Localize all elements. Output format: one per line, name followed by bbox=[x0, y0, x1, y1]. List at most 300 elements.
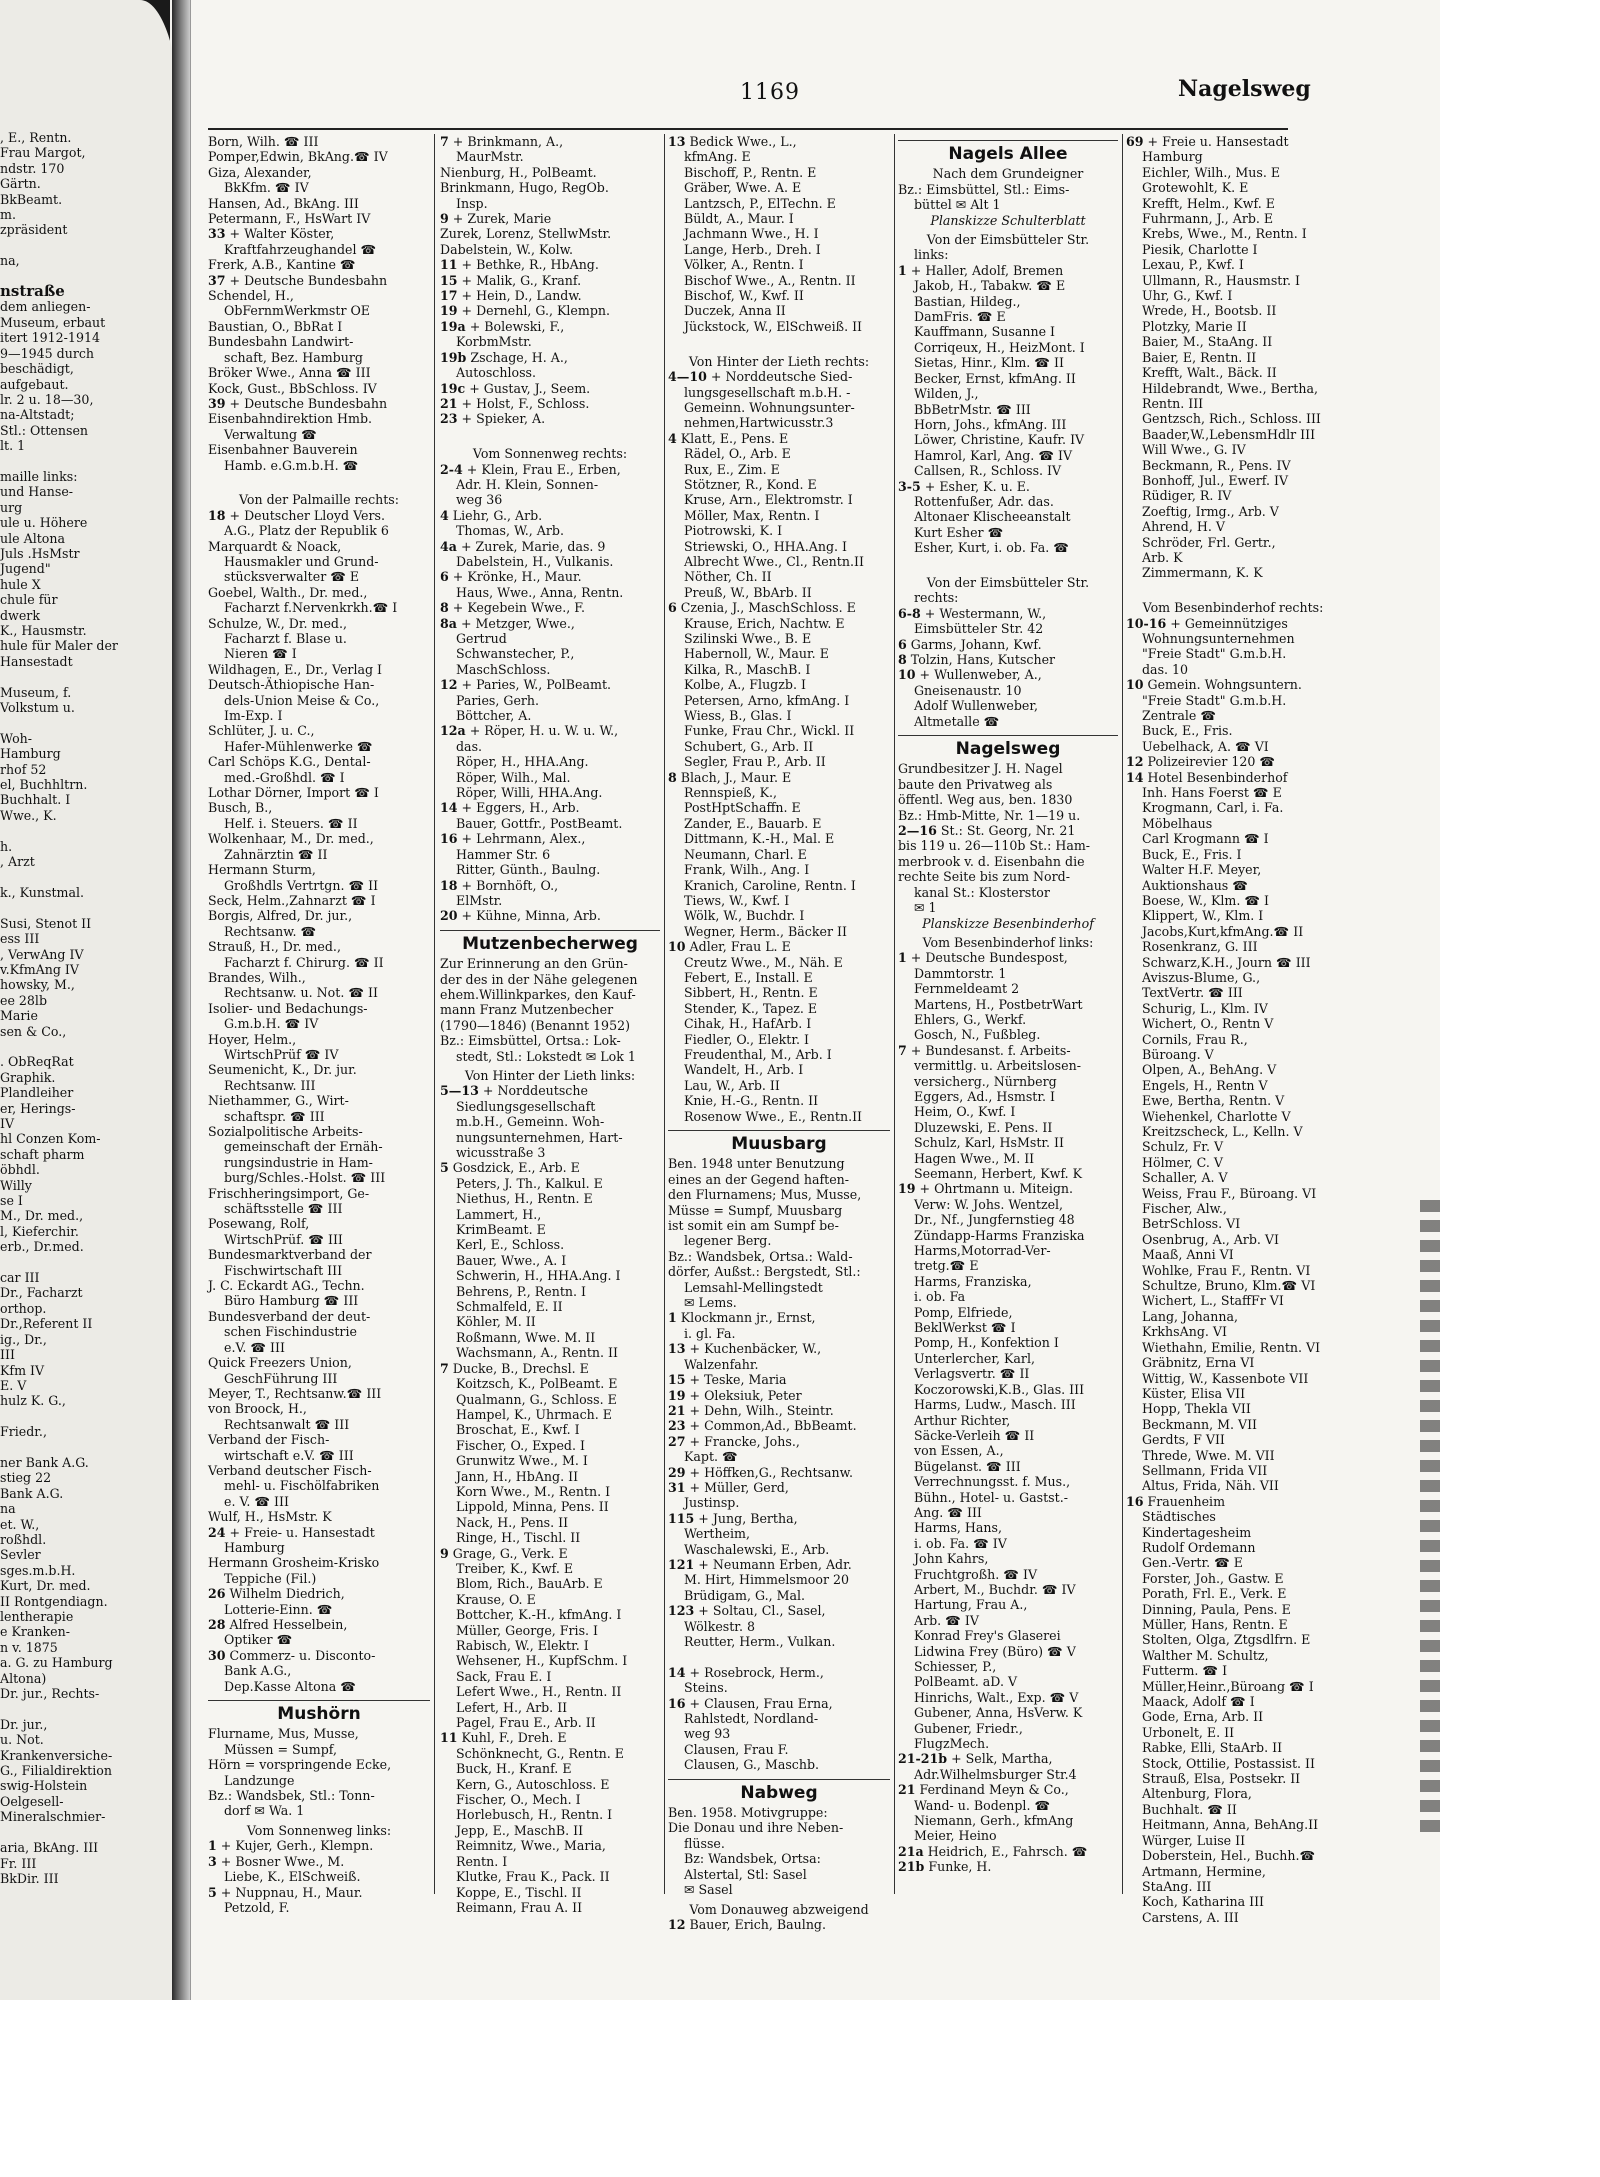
left-page-line: sges.m.b.H. bbox=[0, 1562, 76, 1578]
directory-entry: 11 Kuhl, F., Dreh. E bbox=[440, 1730, 567, 1746]
house-number: 1 bbox=[668, 1310, 677, 1326]
left-page-line: Dr.,Referent II bbox=[0, 1316, 93, 1332]
directory-entry: dörfer, Außst.: Bergstedt, Stl.: bbox=[668, 1264, 861, 1280]
left-page-line: ule Altona bbox=[0, 530, 65, 546]
directory-entry: Gräbnitz, Erna VI bbox=[1142, 1355, 1255, 1371]
map-reference: Planskizze Besenbinderhof bbox=[922, 915, 1094, 931]
left-page-line: orthop. bbox=[0, 1300, 47, 1316]
directory-entry: der des in der Nähe gelegenen bbox=[440, 971, 638, 987]
directory-entry: 16 + Clausen, Frau Erna, bbox=[668, 1695, 833, 1711]
directory-entry: Petermann, F., HsWart IV bbox=[208, 211, 371, 227]
section-subheading: Von Hinter der Lieth links: bbox=[464, 1067, 636, 1083]
directory-entry: Horlebusch, H., Rentn. I bbox=[456, 1807, 613, 1823]
directory-entry: Forster, Joh., Gastw. E bbox=[1142, 1570, 1284, 1586]
house-number: 123 bbox=[668, 1603, 695, 1619]
directory-entry: Röper, Wilh., Mal. bbox=[456, 769, 571, 785]
left-page-line: na bbox=[0, 1501, 16, 1517]
directory-entry: tretg.☎ E bbox=[914, 1258, 979, 1274]
directory-entry: 4—10 + Norddeutsche Sied- bbox=[668, 369, 853, 385]
directory-entry: Grunwitz Wwe., M. I bbox=[456, 1453, 588, 1469]
directory-entry: Wölkestr. 8 bbox=[684, 1618, 755, 1634]
directory-entry: KorbmMstr. bbox=[456, 334, 532, 350]
directory-entry: Müller,Heinr.,Büroang ☎ I bbox=[1142, 1678, 1314, 1694]
directory-entry: 7 + Bundesanst. f. Arbeits- bbox=[898, 1042, 1071, 1058]
directory-entry: FlugzMech. bbox=[914, 1736, 990, 1752]
directory-entry: Zahnärztin ☎ II bbox=[224, 846, 328, 862]
directory-entry: Brinkmann, Hugo, RegOb. bbox=[440, 180, 609, 196]
directory-entry: 18 + Deutscher Lloyd Vers. bbox=[208, 507, 385, 523]
directory-entry: Rennspieß, K., bbox=[684, 785, 777, 801]
directory-entry: Schulz, Fr. V bbox=[1142, 1139, 1224, 1155]
directory-entry: Busch, B., bbox=[208, 800, 273, 816]
directory-entry: Wachsmann, A., Rentn. II bbox=[456, 1345, 618, 1361]
directory-entry: ehem.Willinkparkes, den Kauf- bbox=[440, 986, 636, 1002]
directory-entry: Sibbert, H., Rentn. E bbox=[684, 985, 818, 1001]
directory-entry: 12 + Paries, W., PolBeamt. bbox=[440, 677, 612, 693]
directory-entry: 1 + Haller, Adolf, Bremen bbox=[898, 262, 1064, 278]
directory-entry: vermittlg. u. Arbeitslosen- bbox=[914, 1058, 1081, 1074]
directory-entry: Porath, Frl. E., Verk. E bbox=[1142, 1586, 1287, 1602]
directory-entry: Lidwina Frey (Büro) ☎ V bbox=[914, 1643, 1076, 1659]
house-number: 13 bbox=[668, 134, 686, 149]
directory-entry: Würger, Luise II bbox=[1142, 1832, 1246, 1848]
directory-entry: Walzenfahr. bbox=[684, 1356, 759, 1372]
section-subheading: Vom Besenbinderhof rechts: bbox=[1142, 600, 1324, 616]
directory-entry: (1790—1846) (Benannt 1952) bbox=[440, 1017, 631, 1033]
directory-entry: Lemsahl-Mellingstedt bbox=[684, 1279, 823, 1295]
left-page-line: k., Kunstmal. bbox=[0, 884, 84, 900]
house-number: 4 bbox=[668, 430, 677, 446]
directory-entry: Bottcher, K.-H., kfmAng. I bbox=[456, 1607, 622, 1623]
left-page-line bbox=[0, 1039, 176, 1054]
directory-entry: 8 + Kegebein Wwe., F. bbox=[440, 600, 585, 616]
house-number: 24 bbox=[208, 1524, 226, 1540]
street-note: Nach dem Grundeigner bbox=[932, 166, 1084, 182]
directory-entry: Nieren ☎ I bbox=[224, 646, 297, 662]
directory-entry: M. Hirt, Himmelsmoor 20 bbox=[684, 1572, 849, 1588]
left-page-line: er, Herings- bbox=[0, 1100, 76, 1116]
left-page-line: hule für Maler der bbox=[0, 638, 118, 654]
directory-entry: Jacobs,Kurt,kfmAng.☎ II bbox=[1142, 923, 1304, 939]
directory-entry: Hopp, Thekla VII bbox=[1142, 1401, 1251, 1417]
directory-entry: Schiesser, P., bbox=[914, 1659, 997, 1674]
house-number: 9 bbox=[440, 211, 449, 227]
left-page-line bbox=[0, 823, 176, 838]
left-page-line: Susi, Stenot II bbox=[0, 915, 92, 931]
directory-entry: 6 Garms, Johann, Kwf. bbox=[898, 636, 1042, 652]
directory-entry: Koch, Katharina III bbox=[1142, 1894, 1265, 1910]
directory-entry: 9 + Zurek, Marie bbox=[440, 211, 552, 227]
directory-entry: Buchhalt. ☎ II bbox=[1142, 1801, 1237, 1817]
directory-entry: Fischer, O., Mech. I bbox=[456, 1792, 581, 1808]
directory-entry: Knie, H.-G., Rentn. II bbox=[684, 1093, 819, 1109]
directory-entry: 13 + Kuchenbäcker, W., bbox=[668, 1341, 822, 1357]
left-page-line: M., Dr. med., bbox=[0, 1208, 84, 1224]
directory-entry: Altenburg, Flora, bbox=[1142, 1786, 1252, 1802]
header-rule bbox=[208, 128, 1288, 130]
directory-entry: Rechtsanw. u. Not. ☎ II bbox=[224, 985, 378, 1001]
directory-entry: Großhdls Vertrtgn. ☎ II bbox=[224, 877, 379, 893]
directory-entry: 21-21b + Selk, Martha, bbox=[898, 1751, 1053, 1767]
directory-entry: Piesik, Charlotte I bbox=[1142, 241, 1258, 257]
directory-entry: Schwanstecher, P., bbox=[456, 646, 575, 662]
directory-entry: Bank A.G., bbox=[224, 1663, 292, 1679]
directory-entry: Kauffmann, Susanne I bbox=[914, 324, 1056, 340]
directory-entry: 8a + Metzger, Wwe., bbox=[440, 615, 575, 631]
left-page-line: Altona) bbox=[0, 1670, 47, 1686]
directory-entry: Dammtorstr. 1 bbox=[914, 965, 1007, 981]
directory-entry: Bühn., Hotel- u. Gastst.- bbox=[914, 1489, 1068, 1505]
house-number: 69 bbox=[1126, 134, 1144, 149]
house-number: 6 bbox=[668, 600, 677, 616]
left-page-line: chule für bbox=[0, 592, 58, 608]
directory-entry: 30 Commerz- u. Disconto- bbox=[208, 1647, 376, 1663]
left-page-line bbox=[0, 1409, 176, 1424]
left-page-line: , E., Rentn. bbox=[0, 130, 72, 145]
directory-entry: 19 + Oleksiuk, Peter bbox=[668, 1387, 802, 1403]
directory-entry: Carl Schöps K.G., Dental- bbox=[208, 754, 371, 770]
left-page-line: Buchhalt. I bbox=[0, 792, 71, 808]
directory-entry: Sozialpolitische Arbeits- bbox=[208, 1124, 363, 1139]
column-rule bbox=[434, 134, 435, 1894]
directory-entry: Harms,Motorrad-Ver- bbox=[914, 1243, 1051, 1259]
directory-entry: Facharzt f.Nervenkrkh.☎ I bbox=[224, 600, 398, 616]
directory-entry: Insp. bbox=[456, 195, 488, 211]
left-page-line: , Arzt bbox=[0, 854, 35, 870]
directory-entry: Reimann, Frau A. II bbox=[456, 1899, 583, 1915]
left-page-line: n v. 1875 bbox=[0, 1639, 58, 1655]
left-page-line bbox=[0, 1701, 176, 1716]
left-page-line bbox=[0, 715, 176, 730]
directory-entry: Wand- u. Bodenpl. ☎ bbox=[914, 1797, 1051, 1813]
directory-entry: Koczorowski,K.B., Glas. III bbox=[914, 1381, 1085, 1397]
left-page-line bbox=[0, 870, 176, 885]
directory-entry: Rabisch, W., Elektr. I bbox=[456, 1638, 589, 1653]
directory-entry: 10-16 + Gemeinnütziges bbox=[1126, 615, 1288, 631]
left-page-line: Oelgesell- bbox=[0, 1793, 64, 1809]
directory-entry: Uebelhack, A. ☎ VI bbox=[1142, 738, 1269, 754]
directory-entry: Kindertagesheim bbox=[1142, 1524, 1252, 1540]
directory-entry: Harms, Ludw., Masch. III bbox=[914, 1397, 1076, 1413]
directory-entry: 16 Frauenheim bbox=[1126, 1493, 1226, 1509]
left-page-line: nstraße bbox=[0, 282, 65, 301]
left-page-line: Kfm IV bbox=[0, 1362, 45, 1378]
directory-entry: 26 Wilhelm Diedrich, bbox=[208, 1586, 345, 1602]
street-heading: Nagelsweg bbox=[898, 735, 1118, 757]
directory-entry: Ringe, H., Tischl. II bbox=[456, 1530, 581, 1546]
directory-entry: Dr., Nf., Jungfernstieg 48 bbox=[914, 1212, 1075, 1228]
directory-entry: Krause, Erich, Nachtw. E bbox=[684, 615, 845, 631]
house-number: 6 bbox=[440, 569, 449, 585]
house-number: 19 bbox=[898, 1181, 916, 1197]
directory-entry: Jakob, H., Tabakw. ☎ E bbox=[914, 278, 1066, 294]
directory-entry: bis 119 u. 26—110b St.: Ham- bbox=[898, 838, 1091, 854]
directory-entry: Teppiche (Fil.) bbox=[224, 1570, 317, 1586]
directory-entry: 16 + Lehrmann, Alex., bbox=[440, 831, 586, 847]
directory-entry: Wandelt, H., Arb. I bbox=[684, 1062, 804, 1078]
left-page-line: Krankenversiche- bbox=[0, 1747, 113, 1763]
directory-entry: Rosenow Wwe., E., Rentn.II bbox=[684, 1108, 863, 1124]
directory-entry: Walther M. Schultz, bbox=[1142, 1647, 1269, 1663]
directory-entry: Pomper,Edwin, BkAng.☎ IV bbox=[208, 149, 388, 165]
directory-entry: Im-Exp. I bbox=[224, 708, 283, 724]
directory-entry: Albrecht Wwe., Cl., Rentn.II bbox=[684, 553, 864, 569]
left-page-line: dem anliegen- bbox=[0, 299, 91, 315]
house-number: 18 bbox=[208, 507, 226, 523]
directory-entry: 4 Liehr, G., Arb. bbox=[440, 507, 543, 523]
directory-entry bbox=[1126, 581, 1340, 596]
house-number: 5 bbox=[440, 1160, 449, 1176]
directory-entry: ist somit ein am Sumpf be- bbox=[668, 1218, 839, 1234]
directory-entry: Kapt. ☎ bbox=[684, 1449, 738, 1465]
directory-entry: Grotewohlt, K. E bbox=[1142, 180, 1249, 196]
left-page-line: ner Bank A.G. bbox=[0, 1454, 89, 1470]
house-number: 29 bbox=[668, 1464, 686, 1480]
directory-entry: Baader,W.,LebensmHdlr III bbox=[1142, 426, 1316, 442]
directory-entry bbox=[208, 473, 430, 488]
directory-entry: Strauß, Elsa, Postsekr. II bbox=[1142, 1771, 1301, 1787]
left-page-line: E. V bbox=[0, 1377, 27, 1393]
directory-entry: Born, Wilh. ☎ III bbox=[208, 134, 319, 149]
left-page-line: stieg 22 bbox=[0, 1470, 52, 1486]
directory-entry: Wichert, L., StaffFr VI bbox=[1142, 1293, 1284, 1309]
directory-entry: 21 + Holst, F., Schloss. bbox=[440, 395, 590, 411]
directory-entry: Verwaltung ☎ bbox=[224, 426, 317, 442]
directory-entry: Eisenbahner Bauverein bbox=[208, 442, 358, 458]
house-number: 14 bbox=[668, 1664, 686, 1680]
directory-entry: lungsgesellschaft m.b.H. - bbox=[684, 384, 851, 400]
left-page-line: Marie bbox=[0, 1008, 38, 1024]
directory-entry: Bonhoff, Jul., Ewerf. IV bbox=[1142, 472, 1289, 488]
directory-entry: 8 Blach, J., Maur. E bbox=[668, 769, 792, 785]
directory-entry: Bischof, W., Kwf. II bbox=[684, 288, 804, 304]
directory-entry: 14 Hotel Besenbinderhof bbox=[1126, 769, 1288, 785]
directory-column-2 bbox=[440, 134, 660, 1915]
column-rule bbox=[1122, 134, 1123, 1894]
directory-entry: Altonaer Klischeeanstalt bbox=[914, 509, 1071, 525]
directory-entry: Müller, Hans, Rentn. E bbox=[1142, 1617, 1288, 1632]
directory-entry bbox=[668, 1649, 890, 1664]
left-page-line: lt. 1 bbox=[0, 438, 26, 454]
house-number: 10 bbox=[1126, 677, 1144, 693]
directory-entry: Dluzewski, E. Pens. II bbox=[914, 1119, 1053, 1135]
directory-entry: Hampel, K., Uhrmach. E bbox=[456, 1406, 612, 1422]
street-heading: Nabweg bbox=[668, 1779, 890, 1801]
directory-entry: Wiethahn, Emilie, Rentn. VI bbox=[1142, 1339, 1321, 1355]
directory-entry: 9 Grage, G., Verk. E bbox=[440, 1545, 568, 1561]
house-number: 1 bbox=[898, 262, 907, 278]
directory-entry: Krefft, Walt., Bäck. II bbox=[1142, 365, 1277, 381]
section-subheading: Von Hinter der Lieth rechts: bbox=[688, 353, 870, 369]
left-page-line bbox=[0, 1825, 176, 1840]
directory-entry: Stolten, Olga, Ztgsdlfrn. E bbox=[1142, 1632, 1311, 1648]
directory-entry: Carl Krogmann ☎ I bbox=[1142, 831, 1269, 847]
directory-entry: Hausmakler und Grund- bbox=[224, 553, 379, 569]
directory-entry: 11 + Bethke, R., HbAng. bbox=[440, 257, 599, 273]
directory-entry: büttel ✉ Alt 1 bbox=[914, 197, 1001, 213]
house-number: 14 bbox=[440, 800, 458, 816]
directory-entry: Broschat, E., Kwf. I bbox=[456, 1422, 580, 1438]
directory-entry: PolBeamt. aD. V bbox=[914, 1674, 1018, 1690]
directory-entry: Marquardt & Noack, bbox=[208, 538, 342, 554]
directory-entry: 6 + Krönke, H., Maur. bbox=[440, 569, 582, 585]
directory-entry: Eisenbahndirektion Hmb. bbox=[208, 411, 373, 427]
directory-entry: Lau, W., Arb. II bbox=[684, 1077, 780, 1093]
left-page-line: howsky, M., bbox=[0, 977, 75, 993]
left-page-line: Museum, erbaut bbox=[0, 314, 106, 330]
directory-entry: Hörn = vorspringende Ecke, bbox=[208, 1757, 392, 1773]
house-number: 11 bbox=[440, 1730, 458, 1746]
directory-entry: Frank, Wilh., Ang. I bbox=[684, 862, 810, 878]
left-page-line: e Kranken- bbox=[0, 1624, 70, 1640]
left-page-line: . ObReqRat bbox=[0, 1054, 74, 1070]
directory-entry: Ahrend, H. V bbox=[1142, 519, 1225, 535]
directory-entry: Lefert Wwe., H., Rentn. II bbox=[456, 1684, 622, 1700]
house-number: 4 bbox=[440, 507, 449, 523]
directory-entry: Nack, H., Pens. II bbox=[456, 1514, 569, 1530]
directory-entry: Arthur Richter, bbox=[914, 1412, 1011, 1428]
directory-entry: Siedlungsgesellschaft bbox=[456, 1098, 596, 1114]
directory-entry: mann Franz Mutzenbecher bbox=[440, 1002, 614, 1018]
directory-entry bbox=[898, 556, 1118, 571]
directory-entry: MaurMstr. bbox=[456, 149, 524, 165]
directory-entry: Möller, Max, Rentn. I bbox=[684, 507, 820, 523]
directory-entry: Kraftfahrzeughandel ☎ bbox=[224, 241, 377, 257]
left-page-line: ess III bbox=[0, 931, 40, 947]
scan-margin-right bbox=[1440, 0, 1600, 2177]
house-number: 21a bbox=[898, 1843, 924, 1859]
directory-entry: Lothar Dörner, Import ☎ I bbox=[208, 785, 379, 801]
directory-entry: Rechtsanw. III bbox=[224, 1077, 316, 1093]
directory-entry: Baier, M., StaAng. II bbox=[1142, 334, 1273, 350]
directory-entry: Röper, H., HHA.Ang. bbox=[456, 754, 589, 770]
directory-entry: Uhr, G., Kwf. I bbox=[1142, 288, 1233, 304]
directory-entry: Ewe, Bertha, Rentn. V bbox=[1142, 1093, 1285, 1109]
directory-entry: Müller, George, Fris. I bbox=[456, 1622, 599, 1638]
directory-entry: von Broock, H., bbox=[208, 1401, 307, 1417]
left-page-line: roßhdl. bbox=[0, 1531, 47, 1547]
directory-entry: Duczek, Anna II bbox=[684, 303, 786, 319]
directory-entry: Büro Hamburg ☎ III bbox=[224, 1293, 359, 1309]
directory-entry: burg/Schles.-Holst. ☎ III bbox=[224, 1170, 386, 1186]
directory-entry: Zurek, Lorenz, StellwMstr. bbox=[440, 226, 612, 242]
section-subheading: Vom Besenbinderhof links: bbox=[922, 934, 1094, 950]
house-number: 39 bbox=[208, 395, 226, 411]
directory-entry: Gosch, N., Fußbleg. bbox=[914, 1027, 1041, 1043]
section-subheading: Von der Eimsbütteler Str. bbox=[926, 232, 1090, 248]
directory-column-4 bbox=[898, 134, 1118, 1894]
directory-entry: Seck, Helm.,Zahnarzt ☎ I bbox=[208, 892, 376, 908]
directory-entry: 10 Gemein. Wohngsuntern. bbox=[1126, 677, 1302, 693]
house-number: 19c bbox=[440, 380, 466, 396]
directory-entry: Altus, Frida, Näh. VII bbox=[1142, 1478, 1279, 1494]
left-page-line: ee 28lb bbox=[0, 992, 48, 1008]
directory-entry: 19b Zschage, H. A., bbox=[440, 349, 568, 365]
directory-entry bbox=[440, 427, 660, 442]
directory-entry: Becker, Ernst, kfmAng. II bbox=[914, 370, 1076, 386]
directory-entry: Jachmann Wwe., H. I bbox=[684, 226, 819, 242]
directory-entry: ElMstr. bbox=[456, 892, 503, 908]
directory-entry: Eimsbütteler Str. 42 bbox=[914, 621, 1044, 637]
directory-entry: Lammert, H., bbox=[456, 1206, 542, 1222]
directory-entry: Heitmann, Anna, BehAng.II bbox=[1142, 1817, 1319, 1833]
directory-entry: Bauer, Wwe., A. I bbox=[456, 1252, 567, 1268]
directory-entry: Rosenkranz, G. III bbox=[1142, 939, 1258, 955]
left-page-line: ule u. Höhere bbox=[0, 515, 88, 531]
street-heading: Nagels Allee bbox=[898, 140, 1118, 162]
directory-entry: 2-4 + Klein, Frau E., Erben, bbox=[440, 461, 621, 477]
directory-entry: Weiss, Frau F., Büroang. VI bbox=[1142, 1185, 1317, 1201]
directory-entry: Unterlercher, Karl, bbox=[914, 1350, 1035, 1366]
directory-entry: nehmen,Hartwicusstr.3 bbox=[684, 415, 834, 431]
directory-entry: PostHptSchaffn. E bbox=[684, 800, 801, 816]
directory-entry: Verrechnungsst. f. Mus., bbox=[914, 1474, 1071, 1490]
house-number: 2—16 bbox=[898, 823, 937, 839]
left-page-line: hl Conzen Kom- bbox=[0, 1131, 101, 1147]
directory-entry: Ullmann, R., Hausmstr. I bbox=[1142, 272, 1300, 288]
directory-entry: Treiber, K., Kwf. E bbox=[456, 1560, 574, 1576]
directory-entry: MaschSchloss. bbox=[456, 661, 551, 677]
directory-entry: 15 + Malik, G., Kranf. bbox=[440, 272, 582, 288]
directory-entry: 4 Klatt, E., Pens. E bbox=[668, 430, 789, 446]
directory-entry: Meyer, T., Rechtsanw.☎ III bbox=[208, 1385, 382, 1401]
directory-entry: Segler, Frau P., Arb. II bbox=[684, 754, 826, 770]
house-number: 7 bbox=[440, 1360, 449, 1376]
directory-entry: kfmAng. E bbox=[684, 149, 751, 165]
directory-entry: Städtisches bbox=[1142, 1509, 1216, 1525]
directory-entry: Frerk, A.B., Kantine ☎ bbox=[208, 257, 356, 273]
left-page-line: itert 1912-1914 bbox=[0, 330, 100, 346]
directory-entry: Stock, Ottilie, Postassist. II bbox=[1142, 1755, 1315, 1771]
directory-entry: Gubener, Friedr., bbox=[914, 1720, 1023, 1736]
directory-entry: Plotzky, Marie II bbox=[1142, 318, 1247, 334]
directory-entry: 27 + Francke, Johs., bbox=[668, 1433, 800, 1449]
directory-entry: WirtschPrüf ☎ IV bbox=[224, 1046, 339, 1062]
directory-entry: Völker, A., Rentn. I bbox=[684, 257, 804, 273]
left-page-line: car III bbox=[0, 1270, 40, 1286]
section-subheading: Vom Sonnenweg links: bbox=[246, 1822, 392, 1838]
directory-entry: Waschalewski, E., Arb. bbox=[684, 1541, 830, 1557]
directory-entry: Sack, Frau E. I bbox=[456, 1668, 552, 1684]
directory-entry: Bz.: Hmb-Mitte, Nr. 1—19 u. bbox=[898, 807, 1081, 823]
directory-entry: Dep.Kasse Altona ☎ bbox=[224, 1678, 356, 1694]
directory-entry: Bundesbahn Landwirt- bbox=[208, 334, 354, 350]
left-page-line: l, Kieferchir. bbox=[0, 1223, 79, 1239]
directory-entry: 123 + Soltau, Cl., Sasel, bbox=[668, 1603, 826, 1619]
directory-entry: 3-5 + Esher, K. u. E. bbox=[898, 478, 1030, 494]
left-page-line: maille links: bbox=[0, 468, 78, 484]
house-number: 12 bbox=[440, 677, 458, 693]
directory-entry: ✉ Lems. bbox=[684, 1295, 737, 1311]
left-page-line: aria, BkAng. III bbox=[0, 1840, 99, 1856]
left-page-line: beschädigt, bbox=[0, 361, 74, 377]
directory-entry: Buck, E., Fris. I bbox=[1142, 846, 1242, 862]
left-page-line: 9—1945 durch bbox=[0, 345, 95, 361]
directory-entry: Will Wwe., G. IV bbox=[1142, 442, 1246, 458]
directory-entry: i. gl. Fa. bbox=[684, 1325, 736, 1341]
directory-entry: Niethus, H., Rentn. E bbox=[456, 1191, 593, 1207]
directory-entry: Deutsch-Äthiopische Han- bbox=[208, 677, 375, 693]
directory-entry: Müsse = Sumpf, Muusbarg bbox=[668, 1202, 843, 1218]
left-page-line: schaft pharm bbox=[0, 1146, 85, 1162]
directory-entry: Cornils, Frau R., bbox=[1142, 1031, 1248, 1047]
directory-entry: Kurt Esher ☎ bbox=[914, 524, 1004, 540]
directory-entry: Koppe, E., Tischl. II bbox=[456, 1884, 582, 1900]
directory-entry: BkKfm. ☎ IV bbox=[224, 180, 309, 196]
left-page-line: dwerk bbox=[0, 607, 40, 623]
directory-entry: Bundesverband der deut- bbox=[208, 1308, 371, 1324]
directory-entry: Schmalfeld, E. II bbox=[456, 1299, 563, 1315]
